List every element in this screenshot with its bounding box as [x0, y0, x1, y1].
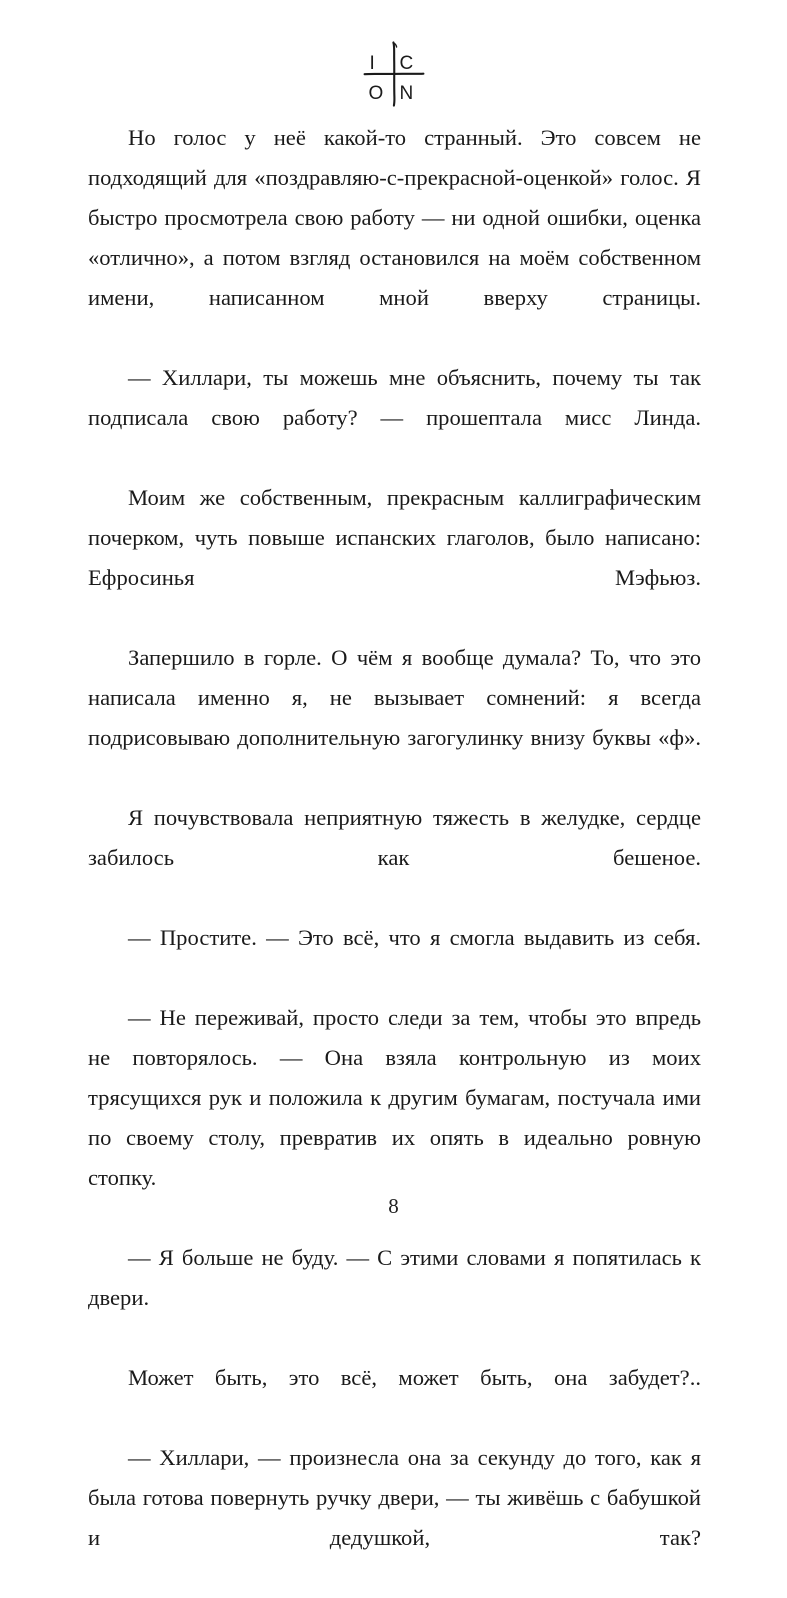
logo-letter-i: I [369, 53, 376, 74]
paragraph: Я почувствовала неприятную тяжесть в желудке, сердце забилось как бешеное. [88, 805, 701, 870]
body-text-column [88, 118, 701, 1598]
logo-letter-c: C [399, 53, 414, 74]
logo-letter-n: N [399, 83, 414, 104]
paragraph: Может быть, это всё, может быть, она забудет?.. [128, 1365, 701, 1390]
icon-publisher-logo [363, 41, 425, 107]
paragraph: Запершило в горле. О чём я вообще думала? То, что это написала именно я, не вызывает сомнений: я всегда подрисовываю дополнительную загогулинку внизу буквы «ф». [88, 645, 701, 750]
header-logo [0, 38, 787, 110]
paragraph: Но голос у неё какой-то странный. Это совсем не подходящий для «поздравляю-с-прекрасной-оценкой» голос. Я быстро просмотрела свою работу — ни одной ошибки, оценка «отлично», а потом взгляд остановился на моём собственном имени, написанном мной вверху страницы. [88, 125, 701, 310]
logo-letter-o: O [368, 83, 384, 104]
paragraph: — Простите. — Это всё, что я смогла выдавить из себя. [128, 925, 701, 950]
paragraph: — Хиллари, — произнесла она за секунду до того, как я была готова повернуть ручку двери, — ты живёшь с бабушкой и дедушкой, так? [88, 1445, 701, 1550]
page-number: 8 [388, 1194, 399, 1218]
paragraph: Моим же собственным, прекрасным каллиграфическим почерком, чуть повыше испанских глаголов, было написано: Ефросинья Мэфьюз. [88, 485, 701, 590]
paragraph: — Не переживай, просто следи за тем, чтобы это впредь не повторялось. — Она взяла контрольную из моих трясущихся рук и положила к другим бумагам, постучала ими по своему столу, превратив их опять в идеально ровную стопку. [88, 1005, 701, 1190]
paragraph: — Хиллари, ты можешь мне объяснить, почему ты так подписала свою работу? — прошептала мисс Линда. [88, 365, 701, 430]
paragraph: — Я больше не буду. — С этими словами я попятилась к двери. [88, 1245, 701, 1310]
